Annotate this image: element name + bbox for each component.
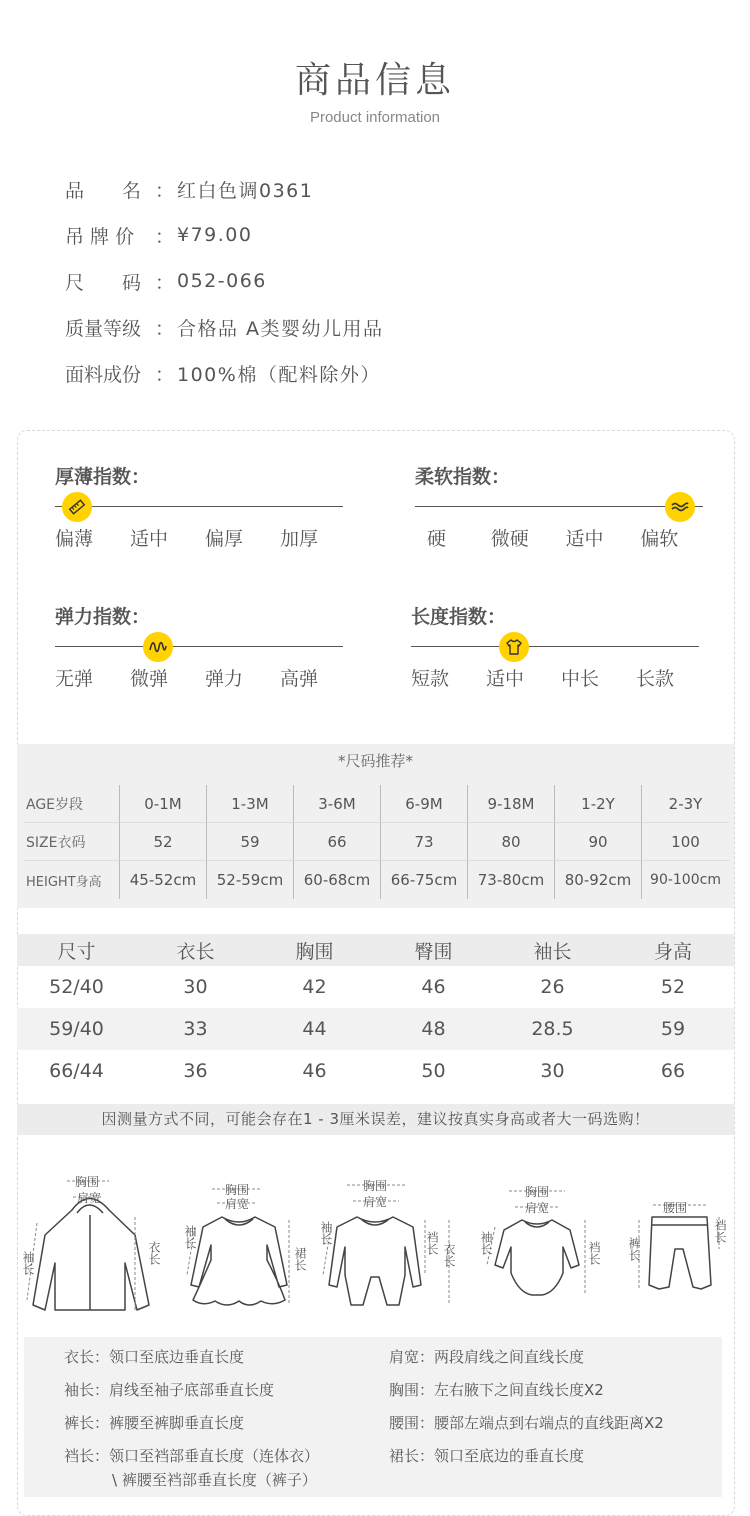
table-cell: 2-3Y (642, 785, 729, 823)
option-label: 短款 (411, 668, 450, 690)
romper-drawing (329, 1217, 421, 1305)
table-cell: 52 (120, 823, 207, 861)
index-title: 弹力指数： (55, 606, 151, 628)
info-value: 合格品 A类婴幼儿用品 (177, 317, 384, 340)
sleeve-label: 袖长 (21, 1251, 35, 1275)
skirt-label: 裙长 (293, 1247, 307, 1271)
info-row-price: 吊 牌 价 ： ¥79.00 (65, 212, 384, 258)
definition-item: 衣长：领口至底边垂直长度 (64, 1348, 245, 1366)
column-header: 身高 (653, 940, 692, 963)
chest-label: 胸围 (225, 1183, 250, 1197)
index-options (55, 524, 355, 551)
length-label: 衣长 (442, 1243, 456, 1267)
table-cell: AGE岁段 (24, 785, 120, 823)
table-cell: 6-9M (381, 785, 468, 823)
table-cell: 52/40 (49, 976, 104, 998)
softness-index (415, 462, 705, 550)
table-cell: 46 (421, 976, 446, 998)
index-title: 柔软指数： (415, 466, 511, 488)
info-row-fabric: 面料成份 ： 100%棉（配料除外） (65, 350, 384, 396)
info-row-grade: 质量等级 ： 合格品 A类婴幼儿用品 (65, 304, 384, 350)
tshirt-icon (499, 632, 529, 662)
table-cell: 73-80cm (468, 861, 555, 899)
length-index (411, 602, 701, 690)
table-row (17, 1008, 734, 1050)
info-value: 100%棉（配料除外） (177, 363, 381, 386)
table-header-row (17, 934, 734, 966)
crotch-label: 裆长 (587, 1241, 601, 1265)
info-label: 尺 码 (65, 271, 142, 294)
info-value: 052-066 (177, 270, 267, 292)
shoulder-label: 肩宽 (225, 1197, 250, 1211)
length-label: 衣长 (147, 1241, 161, 1265)
definition-item: 胸围：左右腋下之间直线长度X2 (389, 1381, 604, 1399)
pants-length-label: 裤长 (627, 1237, 641, 1261)
garment-diagrams (17, 1165, 734, 1325)
table-cell: 28.5 (531, 1018, 574, 1040)
column-header: 胸围 (295, 940, 334, 963)
index-track (411, 646, 699, 647)
pants-drawing (649, 1217, 711, 1289)
option-label: 微硬 (490, 528, 529, 550)
table-cell: 66/44 (49, 1060, 104, 1082)
table-cell: 52-59cm (207, 861, 294, 899)
spring-icon (143, 632, 173, 662)
column-header: 臀围 (414, 940, 453, 963)
option-label: 高弹 (280, 668, 319, 690)
table-cell: 90-100cm (650, 872, 721, 888)
table-cell: 42 (302, 976, 327, 998)
table-cell: 30 (183, 976, 208, 998)
option-label: 偏软 (640, 528, 679, 550)
option-label: 长款 (636, 668, 675, 690)
option-label: 适中 (130, 528, 169, 550)
option-label: 弹力 (205, 668, 244, 690)
index-options (415, 524, 715, 551)
index-track (55, 506, 343, 507)
sleeve-label: 袖长 (479, 1231, 493, 1255)
sleeve-label: 袖长 (183, 1225, 197, 1249)
index-track (55, 646, 343, 647)
table-cell: 30 (540, 1060, 565, 1082)
option-label: 适中 (565, 528, 604, 550)
chest-label: 胸围 (363, 1179, 388, 1193)
table-cell: 9-18M (468, 785, 555, 823)
option-label: 微弹 (130, 668, 169, 690)
definition-item: 裆长：领口至裆部垂直长度（连体衣） (64, 1447, 320, 1465)
table-cell: SIZE衣码 (24, 823, 120, 861)
option-label: 无弹 (55, 668, 94, 690)
info-value: 红白色调0361 (177, 179, 314, 202)
shoulder-label: 肩宽 (77, 1191, 102, 1205)
shoulder-label: 肩宽 (525, 1201, 550, 1215)
table-cell: 52 (660, 976, 686, 998)
option-label: 偏厚 (205, 528, 244, 550)
definition-item: 腰围：腰部左端点到右端点的直线距离X2 (389, 1414, 664, 1432)
table-cell: 80-92cm (555, 861, 642, 899)
table-cell: 66 (294, 823, 381, 861)
chest-label: 胸围 (525, 1185, 550, 1199)
table-cell: 73 (381, 823, 468, 861)
option-label: 适中 (486, 668, 525, 690)
bodysuit-drawing (495, 1220, 579, 1295)
table-cell: 66 (660, 1060, 686, 1082)
option-label: 中长 (561, 668, 600, 690)
hoodie-drawing (33, 1199, 149, 1311)
page-subtitle: Product information (309, 109, 441, 126)
shoulder-label: 肩宽 (363, 1195, 388, 1209)
index-options (411, 664, 711, 691)
table-cell: 46 (302, 1060, 327, 1082)
table-cell: 33 (183, 1018, 208, 1040)
ruler-icon (62, 492, 92, 522)
option-label: 硬 (427, 528, 447, 550)
table-cell: 80 (468, 823, 555, 861)
table-cell: 0-1M (120, 785, 207, 823)
info-row-size: 尺 码 ： 052-066 (65, 258, 384, 304)
definition-item: \ 裤腰至裆部垂直长度（裤子） (112, 1471, 317, 1489)
info-label: 面料成份 (65, 363, 142, 386)
table-cell: 59 (660, 1018, 686, 1040)
waist-label: 腰围 (663, 1201, 688, 1215)
column-header: 尺寸 (57, 940, 96, 963)
info-label: 品 名 (65, 179, 142, 202)
size-recommend-grid (24, 785, 729, 899)
index-options (55, 664, 355, 691)
measurement-table (17, 934, 734, 1092)
info-label: 吊 牌 价 (65, 225, 135, 248)
table-cell: 59 (207, 823, 294, 861)
info-value: ¥79.00 (177, 224, 253, 246)
table-cell: HEIGHT身高 (24, 861, 120, 899)
table-cell: 60-68cm (294, 861, 381, 899)
table-cell: 36 (183, 1060, 208, 1082)
table-row (17, 1050, 734, 1092)
table-cell: 1-2Y (555, 785, 642, 823)
table-cell: 45-52cm (120, 861, 207, 899)
measurement-note: 因测量方式不同，可能会存在1 - 3厘米误差，建议按真实身高或者大一码选购！ (17, 1104, 734, 1135)
option-label: 偏薄 (55, 528, 94, 550)
sleeve-label: 袖长 (319, 1221, 333, 1245)
option-label: 加厚 (280, 528, 319, 550)
definition-item: 袖长：肩线至袖子底部垂直长度 (64, 1381, 275, 1399)
table-cell: 50 (421, 1060, 446, 1082)
product-info-list (65, 166, 384, 396)
info-row-name: 品 名 ： 红白色调0361 (65, 166, 384, 212)
page-title: 商品信息 (294, 60, 455, 101)
crotch-label: 裆长 (425, 1231, 439, 1255)
table-cell: 48 (421, 1018, 446, 1040)
table-cell: 59/40 (49, 1018, 104, 1040)
table-row (17, 966, 734, 1008)
definition-item: 肩宽：两段肩线之间直线长度 (389, 1348, 585, 1366)
crotch-label: 裆长 (713, 1219, 727, 1243)
size-recommend-table (17, 744, 734, 908)
table-cell: 100 (642, 823, 729, 861)
header (0, 52, 750, 126)
elasticity-index (55, 602, 345, 690)
column-header: 袖长 (533, 940, 572, 963)
index-title: 厚薄指数： (55, 466, 151, 488)
dress-drawing (191, 1217, 287, 1305)
size-recommend-title: *尺码推荐* (337, 752, 413, 770)
table-cell: 66-75cm (381, 861, 468, 899)
info-label: 质量等级 (65, 317, 142, 340)
table-cell: 26 (540, 976, 565, 998)
wave-icon (665, 492, 695, 522)
definition-item: 裤长：裤腰至裤脚垂直长度 (64, 1414, 245, 1432)
table-cell: 3-6M (294, 785, 381, 823)
column-header: 衣长 (176, 940, 215, 963)
table-cell: 90 (555, 823, 642, 861)
measurement-definitions (24, 1337, 722, 1497)
table-cell: 44 (302, 1018, 327, 1040)
chest-label: 胸围 (75, 1175, 100, 1189)
index-title: 长度指数： (411, 606, 507, 628)
thickness-index (55, 462, 345, 550)
index-track (415, 506, 703, 507)
definition-item: 裙长：领口至底边的垂直长度 (389, 1447, 585, 1465)
table-cell: 1-3M (207, 785, 294, 823)
